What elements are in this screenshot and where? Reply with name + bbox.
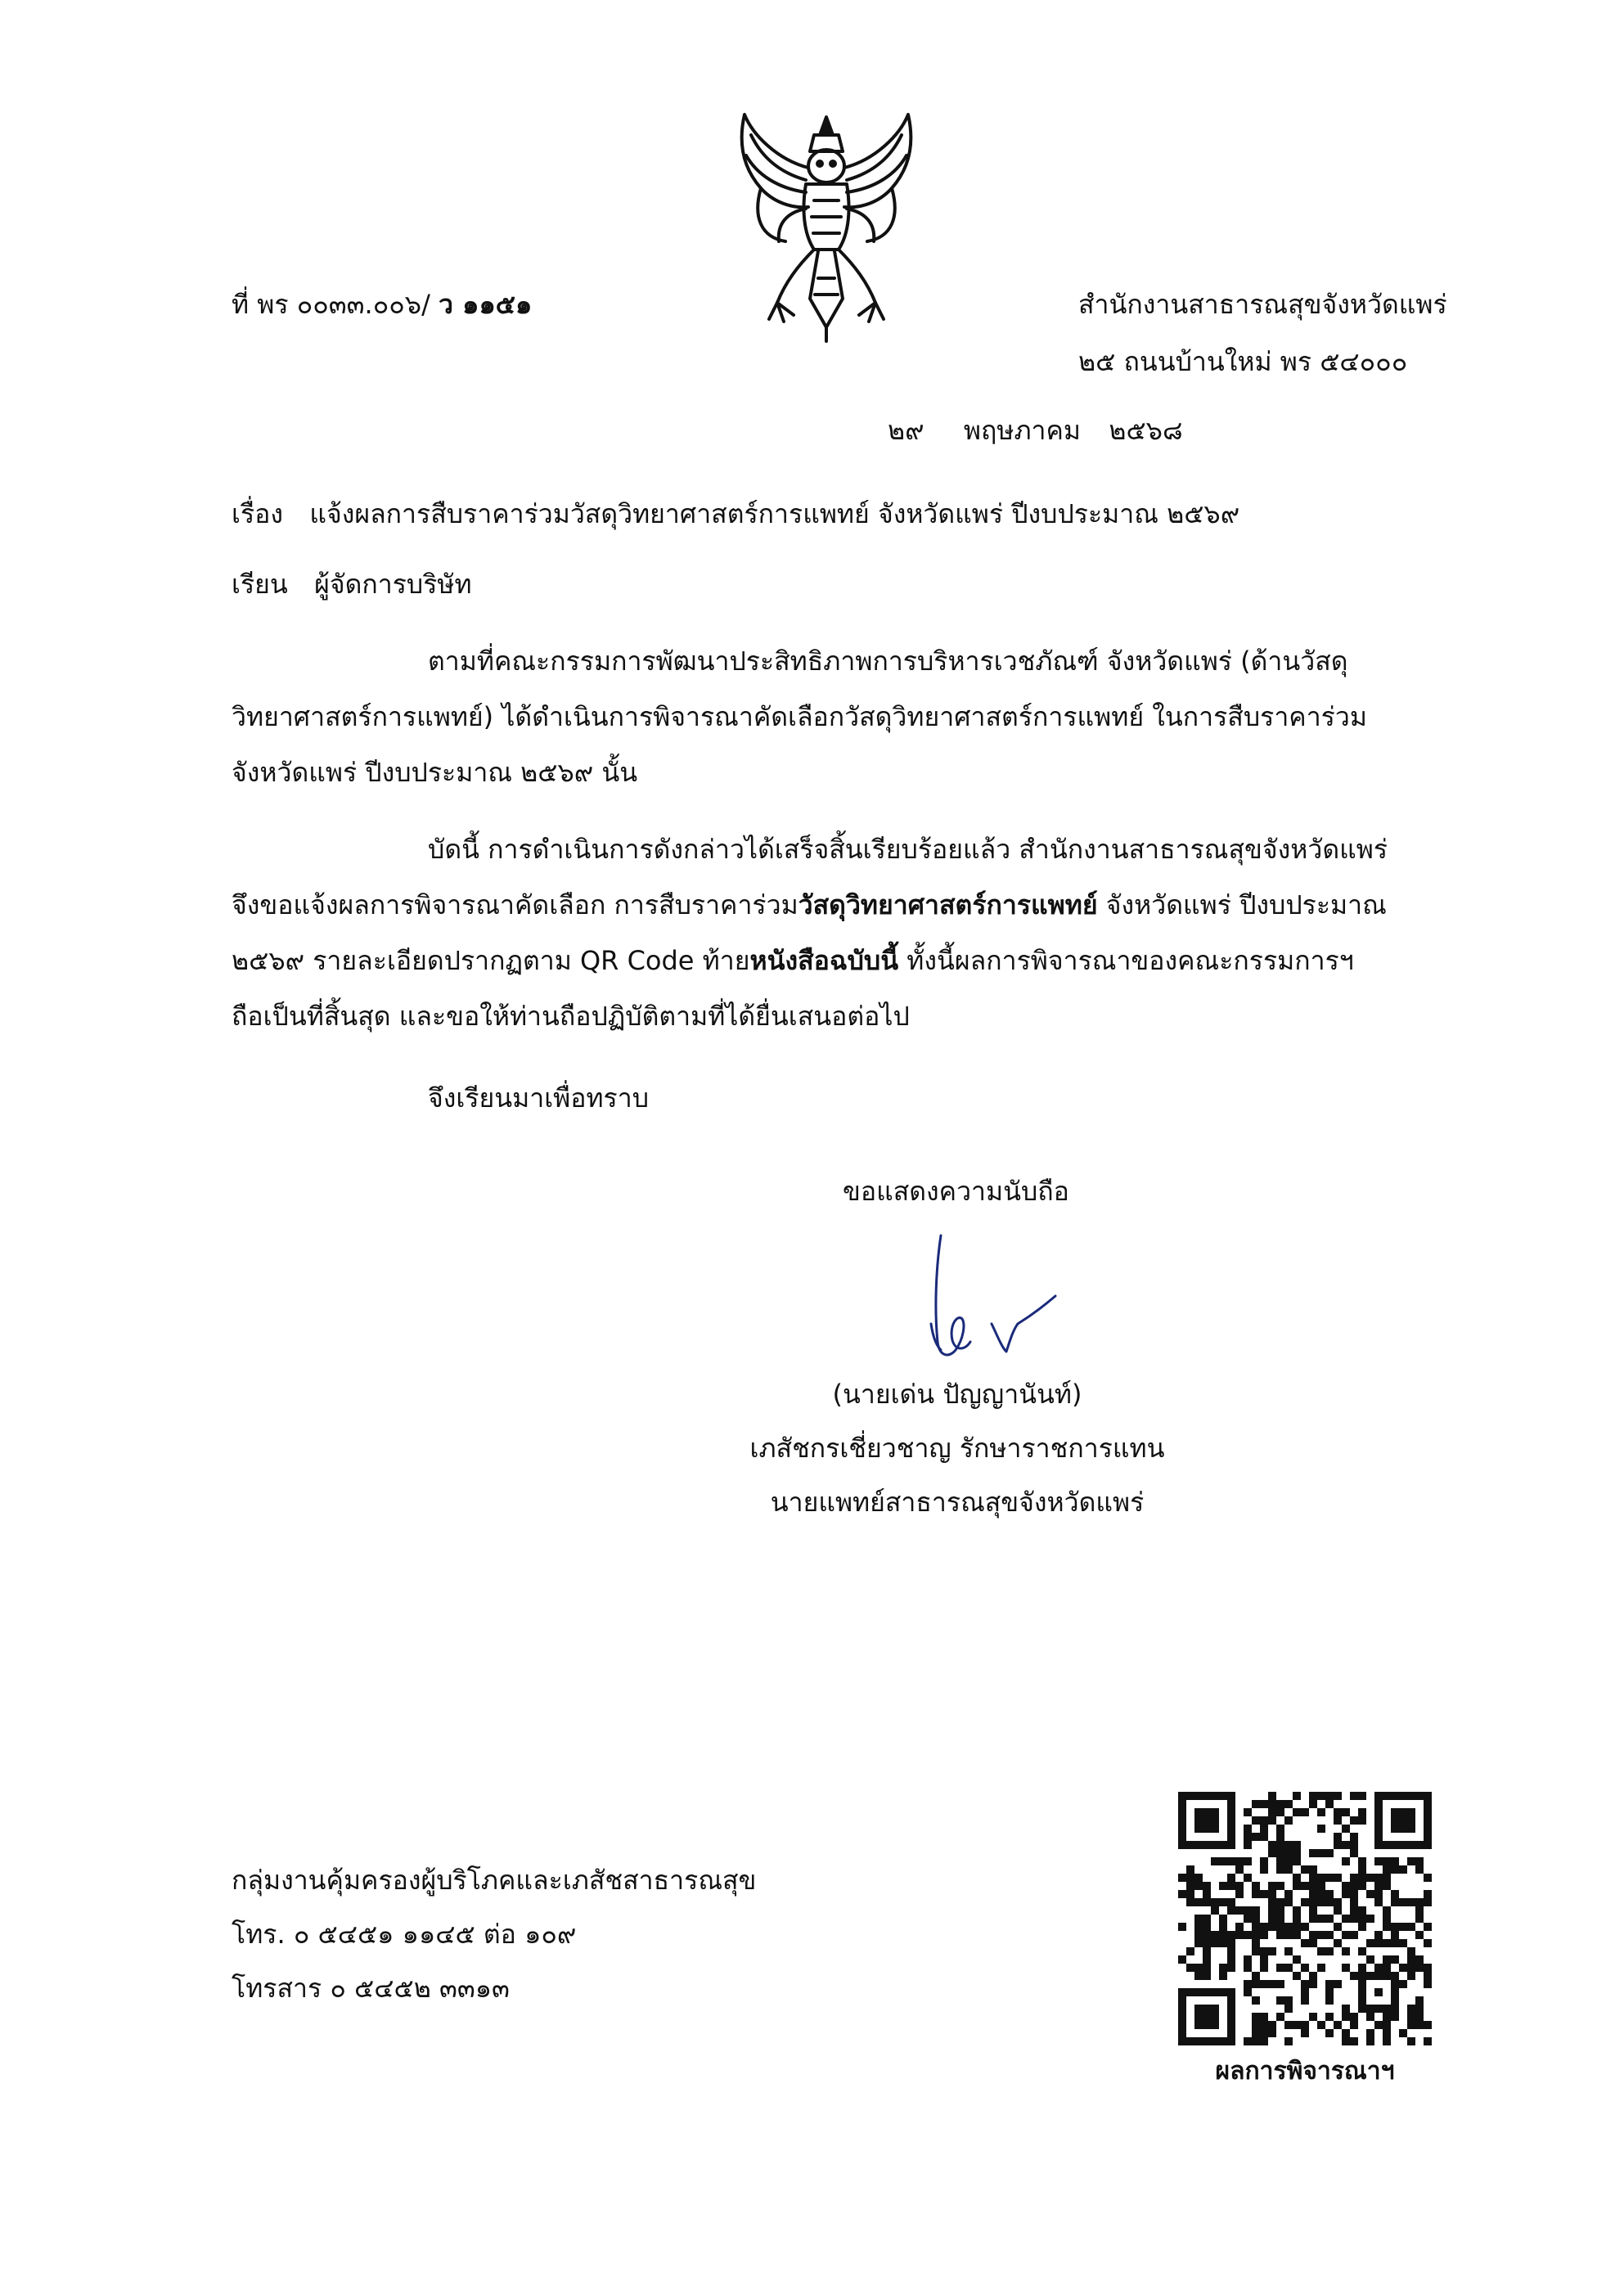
- footer-department: กลุ่มงานคุ้มครองผู้บริโภคและเภสัชสาธารณสุข: [232, 1865, 757, 1896]
- footer-fax: โทรสาร ๐ ๕๔๕๒ ๓๓๑๓: [232, 1973, 510, 2004]
- garuda-emblem: [728, 110, 924, 344]
- footer-phone: โทร. ๐ ๕๔๕๑ ๑๑๔๕ ต่อ ๑๐๙: [232, 1919, 577, 1950]
- closing-line: จึงเรียนมาเพื่อทราบ: [428, 1082, 649, 1114]
- qr-code[interactable]: [1178, 1792, 1432, 2045]
- paragraph-1-line-1-text: ตามที่คณะกรรมการพัฒนาประสิทธิภาพการบริหารเวชภัณฑ์ จังหวัดแพร่ (ด้านวัสดุ: [428, 646, 1348, 677]
- paragraph-2-line-2: [232, 882, 1477, 928]
- paragraph-1-line-2: วิทยาศาสตร์การแพทย์) ได้ดำเนินการพิจารณาคัดเลือกวัสดุวิทยาศาสตร์การแพทย์ ในการสืบราคาร่วม: [232, 701, 1367, 732]
- date-month: พฤษภาคม: [963, 415, 1081, 446]
- paragraph-2-line-4: ถือเป็นที่สิ้นสุด และขอให้ท่านถือปฏิบัติตามที่ได้ยื่นเสนอต่อไป: [232, 1001, 910, 1032]
- document-number: [232, 288, 532, 321]
- document-number-suffix: ว ๑๑๕๑: [439, 289, 533, 320]
- office-address: ๒๕ ถนนบ้านใหม่ พร ๕๔๐๐๐: [1078, 346, 1408, 377]
- paragraph-2-line-2-part-a: จึงขอแจ้งผลการพิจารณาคัดเลือก การสืบราคาร่วม: [232, 889, 799, 920]
- body-paragraph-1: [232, 638, 1477, 795]
- recipient-text: ผู้จัดการบริษัท: [314, 569, 472, 600]
- document-date: [888, 414, 1183, 447]
- date-day: ๒๙: [888, 415, 924, 446]
- paragraph-2-line-3: [232, 938, 1477, 983]
- paragraph-2-line-3-part-b: ทั้งนี้ผลการพิจารณาของคณะกรรมการฯ: [898, 945, 1354, 976]
- document-number-prefix: ที่ พร ๐๐๓๓.๐๐๖/: [232, 289, 430, 320]
- qr-caption: ผลการพิจารณาฯ: [1215, 2057, 1395, 2086]
- office-name: สำนักงานสาธารณสุขจังหวัดแพร่: [1078, 289, 1447, 320]
- signatory-position-2: นายแพทย์สาธารณสุขจังหวัดแพร่: [770, 1487, 1145, 1518]
- signatory-name: (นายเด่น ปัญญานันท์): [832, 1379, 1082, 1410]
- subject-line: [232, 497, 1239, 530]
- paragraph-2-line-3-bold: หนังสือฉบับนี้: [749, 945, 899, 976]
- paragraph-2-line-3-part-a: ๒๕๖๙ รายละเอียดปรากฏตาม QR Code ท้าย: [232, 945, 750, 976]
- paragraph-2-line-1: บัดนี้ การดำเนินการดังกล่าวได้เสร็จสิ้นเรียบร้อยแล้ว สำนักงานสาธารณสุขจังหวัดแพร่: [428, 834, 1388, 865]
- date-year: ๒๕๖๘: [1109, 415, 1183, 446]
- paragraph-2-line-2-part-b: จังหวัดแพร่ ปีงบประมาณ: [1097, 889, 1387, 920]
- paragraph-1-line-1: [232, 638, 1477, 684]
- paragraph-1-line-3: จังหวัดแพร่ ปีงบประมาณ ๒๕๖๙ นั้น: [232, 757, 638, 788]
- recipient-label: เรียน: [232, 569, 288, 600]
- recipient-line: [232, 568, 472, 601]
- paragraph-2-line-2-bold: วัสดุวิทยาศาสตร์การแพทย์: [798, 889, 1098, 920]
- subject-text: แจ้งผลการสืบราคาร่วมวัสดุวิทยาศาสตร์การแพทย์ จังหวัดแพร่ ปีงบประมาณ ๒๕๖๙: [309, 498, 1240, 529]
- signature-image: [916, 1227, 1064, 1366]
- body-paragraph-2: [232, 826, 1477, 1039]
- signatory-position-1: เภสัชกรเชี่ยวชาญ รักษาราชการแทน: [749, 1433, 1165, 1464]
- subject-label: เรื่อง: [232, 498, 283, 529]
- regards-text: ขอแสดงความนับถือ: [843, 1176, 1069, 1207]
